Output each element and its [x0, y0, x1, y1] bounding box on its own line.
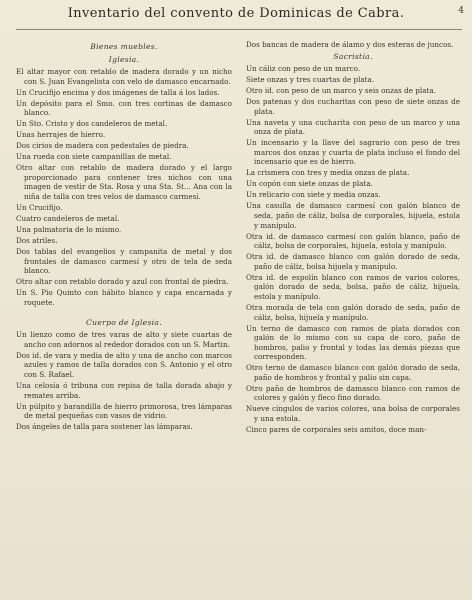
inventory-entry: El altar mayor con retablo de madera dorado y un nicho con S. Juan Evangelista con velo de damasco encarnado. — [16, 67, 232, 86]
inventory-entry: Una celosía ó tribuna con repisa de talla dorada abajo y remates arriba. — [16, 381, 232, 400]
inventory-entry: Otra id. de damasco blanco con galón dorado de seda, paño de cáliz, bolsa hijuela y manípulo. — [246, 252, 460, 271]
inventory-entry: Dos ángeles de talla para sostener las lámparas. — [16, 422, 193, 432]
inventory-entry: Un depósito para el Smo. con tres cortinas de damasco blanco. — [16, 98, 232, 118]
left-column — [16, 40, 232, 433]
inventory-entry: Otro terno de damasco blanco con galón dorado de seda, paño de hombros y frontal y palio sin capa. — [246, 363, 460, 382]
inventory-entry: Dos cirios de madera con pedestales de piedra. — [16, 141, 189, 151]
inventory-entry: Un púlpito y barandilla de hierro primorosa, tres lámparas de metal pequeñas con vasos de vidrio. — [16, 401, 232, 421]
inventory-entry: Un Crucifijo. — [16, 203, 63, 213]
inventory-list-cuerpo — [16, 330, 232, 432]
inventory-entry: Otra id. de espolín blanco con ramos de varios colores, galón dorado de seda, bolsa, paño de cáliz, hijuela, estola y manípulo. — [246, 272, 460, 301]
inventory-entry: Un lienzo como de tres varas de alto y siete cuartas de ancho con adornos al rededor dorados con un S. Martin. — [16, 330, 232, 349]
header-rule — [16, 29, 462, 30]
inventory-entry: Un copón con siete onzas de plata. — [246, 179, 373, 189]
inventory-entry: Una rueda con siete campanillas de metal. — [16, 152, 172, 162]
inventory-entry: Otro id. con peso de un marco y seis onzas de plata. — [246, 86, 436, 96]
inventory-entry: Dos atriles. — [16, 235, 58, 245]
section-heading: Bienes muebles. — [90, 42, 158, 51]
inventory-entry: Una casulla de damasco carmesí con galón blanco de seda, paño de cáliz, bolsa de corporales, hijuela, estola y manípulo. — [246, 201, 460, 230]
subsection-heading-iglesia: Iglesia. — [108, 54, 140, 64]
inventory-entry: Otra id. de damasco carmesí con galón blanco, paño de cáliz, bolsa de corporales, hijuela, estola y manípulo. — [246, 231, 460, 251]
inventory-entry-continuation: Dos bancas de madera de álamo y dos esteras de juncos. — [246, 40, 454, 49]
page-number: 4 — [458, 6, 464, 16]
inventory-list-sacristia — [246, 64, 460, 434]
inventory-entry: Otra morada de tela con galón dorado de seda, paño de cáliz, bolsa, hijuela y manípulo. — [246, 302, 460, 322]
inventory-entry: Un S. Pio Quinto con hábito blanco y capa encarnada y roquete. — [16, 288, 232, 307]
inventory-entry: Una naveta y una cucharita con peso de un marco y una onza de plata. — [246, 117, 460, 137]
inventory-entry: Otro altar con retablo de madera dorado y el largo proporcionado para contener tres nichos con una imagen de vestir de Sta. Rosa y una Sta. St... Ana con la niña de talla con tres velos de damasco carmesí. — [16, 163, 232, 202]
inventory-entry: Un Crucifijo encima y dos imágenes de talla á los lados. — [16, 87, 220, 97]
inventory-entry: Un relicario con siete y media onzas. — [246, 190, 381, 200]
inventory-entry: Dos id. de vara y media de alto y una de ancho con marcos azules y ramos de talla dorados con S. Antonio y el otro con S. Rafael. — [16, 350, 232, 380]
inventory-entry: La crismera con tres y media onzas de plata. — [246, 168, 410, 178]
inventory-entry: Dos patenas y dos cucharitas con peso de siete onzas de plata. — [246, 97, 460, 116]
inventory-entry: Unas herrajes de hierro. — [16, 130, 106, 140]
inventory-entry: Un cáliz con peso de un marco. — [246, 64, 361, 74]
subsection-heading-cuerpo: Cuerpo de Iglesia. — [86, 317, 162, 327]
inventory-entry: Dos tablas del evangelios y campanita de metal y dos frontales de damasco carmesí y otro de tela de seda blanco. — [16, 246, 232, 276]
inventory-entry: Otro altar con retablo dorado y azul con frontal de piedra. — [16, 277, 229, 287]
inventory-entry: Un incensario y la llave del sagrario con peso de tres marcos dos onzas y cuarta de plata incluso el fondo del incensario que es de hierro. — [246, 138, 460, 167]
inventory-entry: Otro paño de hombros de damasco blanco con ramos de colores y galón y fleco fino dorado. — [246, 383, 460, 403]
inventory-entry: Cuatro candeleros de metal. — [16, 214, 120, 224]
subsection-heading-sacristia: Sacristía. — [333, 51, 373, 61]
inventory-list-iglesia — [16, 67, 232, 307]
inventory-entry: Cinco pares de corporales seis amitos, doce man- — [246, 425, 427, 434]
inventory-entry: Un Sto. Cristo y dos candeleros de metal. — [16, 119, 168, 129]
right-column — [246, 40, 460, 436]
page-title: Inventario del convento de Dominicas de Cabra. — [67, 6, 405, 21]
inventory-entry: Siete onzas y tres cuartas de plata. — [246, 75, 375, 85]
inventory-entry: Una palmatoria de lo mismo. — [16, 225, 122, 234]
inventory-entry: Un terno de damasco con ramos de plata dorados con galón de lo mismo con su capa de coro, paño de hombros, palio y frontal y todas las demás piezas que corresponden. — [246, 323, 460, 362]
inventory-entry: Nueve cíngulos de varios colores, una bolsa de corporales y una estola. — [246, 404, 460, 424]
